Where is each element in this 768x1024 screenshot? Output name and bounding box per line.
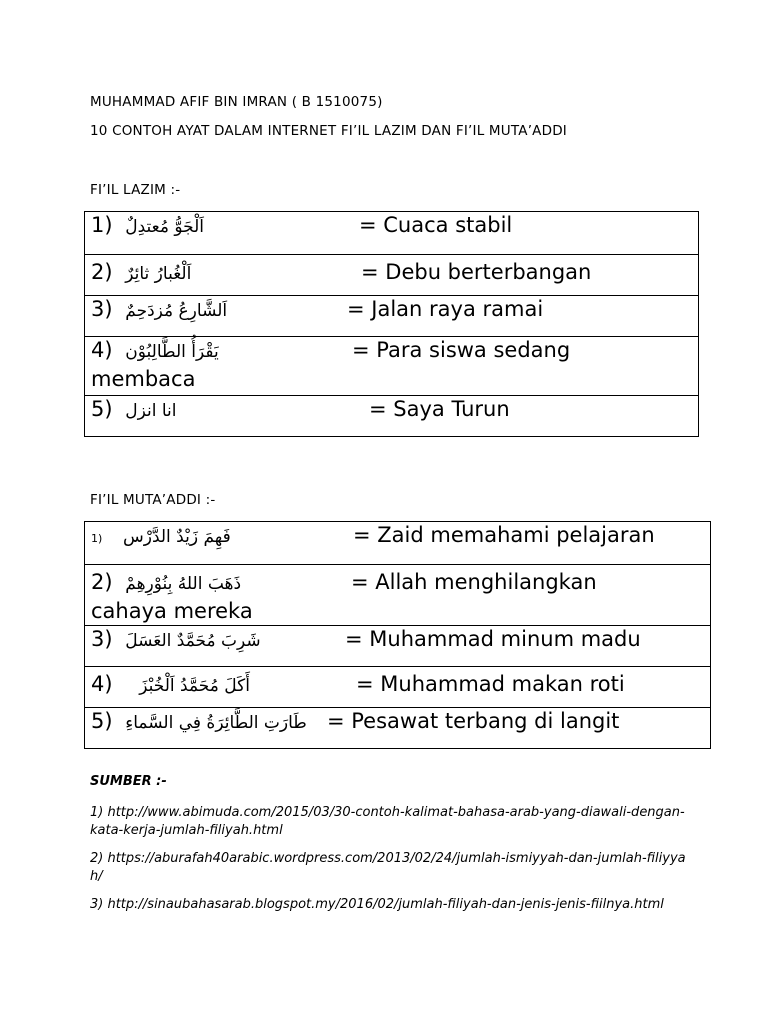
table-row	[85, 396, 699, 437]
mutaaddi-heading: FI’IL MUTA’ADDI :-	[90, 492, 216, 508]
table-row	[85, 708, 711, 749]
meaning-text: = Allah menghilangkan	[351, 570, 597, 594]
meaning-text: = Muhammad makan roti	[356, 672, 625, 696]
table-row	[85, 667, 711, 708]
meaning-text: = Para siswa sedang	[352, 338, 571, 362]
table-row	[85, 522, 711, 565]
sources-heading: SUMBER :-	[90, 774, 167, 789]
table-row	[85, 337, 699, 396]
meaning-text: = Muhammad minum madu	[345, 627, 641, 651]
row-number: 3)	[91, 297, 113, 321]
row-number: 5)	[91, 709, 113, 733]
arabic-sentence: اَلشَّارِعُ مُزدَحِمٌ	[125, 301, 228, 321]
arabic-sentence: شَرِبَ مُحَمَّدٌ العَسَلَ	[125, 631, 261, 651]
row-number: 3)	[91, 627, 113, 651]
meaning-text: = Cuaca stabil	[359, 213, 513, 237]
meaning-text: = Jalan raya ramai	[347, 297, 544, 321]
meaning-text: = Debu berterbangan	[361, 260, 592, 284]
arabic-sentence: اَلْغُبارُ ثائِرٌ	[125, 264, 192, 284]
table-row	[85, 255, 699, 296]
row-number: 1)	[91, 532, 103, 545]
source-link[interactable]: 2) https://aburafah40arabic.wordpress.com/2013/02/24/jumlah-ismiyyah-dan-jumlah-filiyyah/	[90, 851, 686, 884]
table-row	[85, 296, 699, 337]
author-line: MUHAMMAD AFIF BIN IMRAN ( B 1510075)	[90, 94, 383, 110]
table-row	[85, 212, 699, 255]
meaning-continuation: membaca	[91, 367, 196, 391]
row-number: 5)	[91, 397, 113, 421]
source-link[interactable]: 3) http://sinaubahasarab.blogspot.my/2016/02/jumlah-filiyah-dan-jenis-jenis-fiilnya.html	[90, 897, 664, 912]
row-number: 4)	[91, 672, 113, 696]
lazim-table	[84, 211, 699, 437]
arabic-sentence: أَكَلَ مُحَمَّدُ اَلْخُبْزَ	[139, 676, 250, 696]
row-number: 1)	[91, 213, 113, 237]
arabic-sentence: يَقْرَأُ الطَّالِبُوْن	[125, 342, 219, 362]
arabic-sentence: ذَهَبَ اللهُ بِنُوْرِهِمْ	[125, 574, 242, 594]
lazim-heading: FI’IL LAZIM :-	[90, 182, 181, 198]
document-title: 10 CONTOH AYAT DALAM INTERNET FI’IL LAZIM DAN FI’IL MUTA’ADDI	[90, 123, 567, 139]
mutaaddi-table	[84, 521, 711, 749]
table-row	[85, 626, 711, 667]
row-number: 4)	[91, 338, 113, 362]
table-row	[85, 565, 711, 626]
meaning-continuation: cahaya mereka	[91, 599, 253, 623]
meaning-text: = Saya Turun	[369, 397, 510, 421]
arabic-sentence: فَهِمَ زَيْدٌ الدَّرْس	[122, 527, 231, 547]
arabic-sentence: طَارَتِ الطَّائِرَةُ فِي السَّماءِ	[125, 713, 307, 733]
arabic-sentence: انا انزل	[125, 401, 177, 421]
meaning-text: = Zaid memahami pelajaran	[353, 523, 655, 547]
source-link[interactable]: 1) http://www.abimuda.com/2015/03/30-contoh-kalimat-bahasa-arab-yang-diawali-dengan-kata-kerja-jumlah-filiyah.html	[90, 805, 685, 838]
row-number: 2)	[91, 260, 113, 284]
arabic-sentence: اَلْجَوُّ مُعتدِلٌ	[125, 217, 205, 237]
row-number: 2)	[91, 570, 113, 594]
meaning-text: = Pesawat terbang di langit	[327, 709, 620, 733]
